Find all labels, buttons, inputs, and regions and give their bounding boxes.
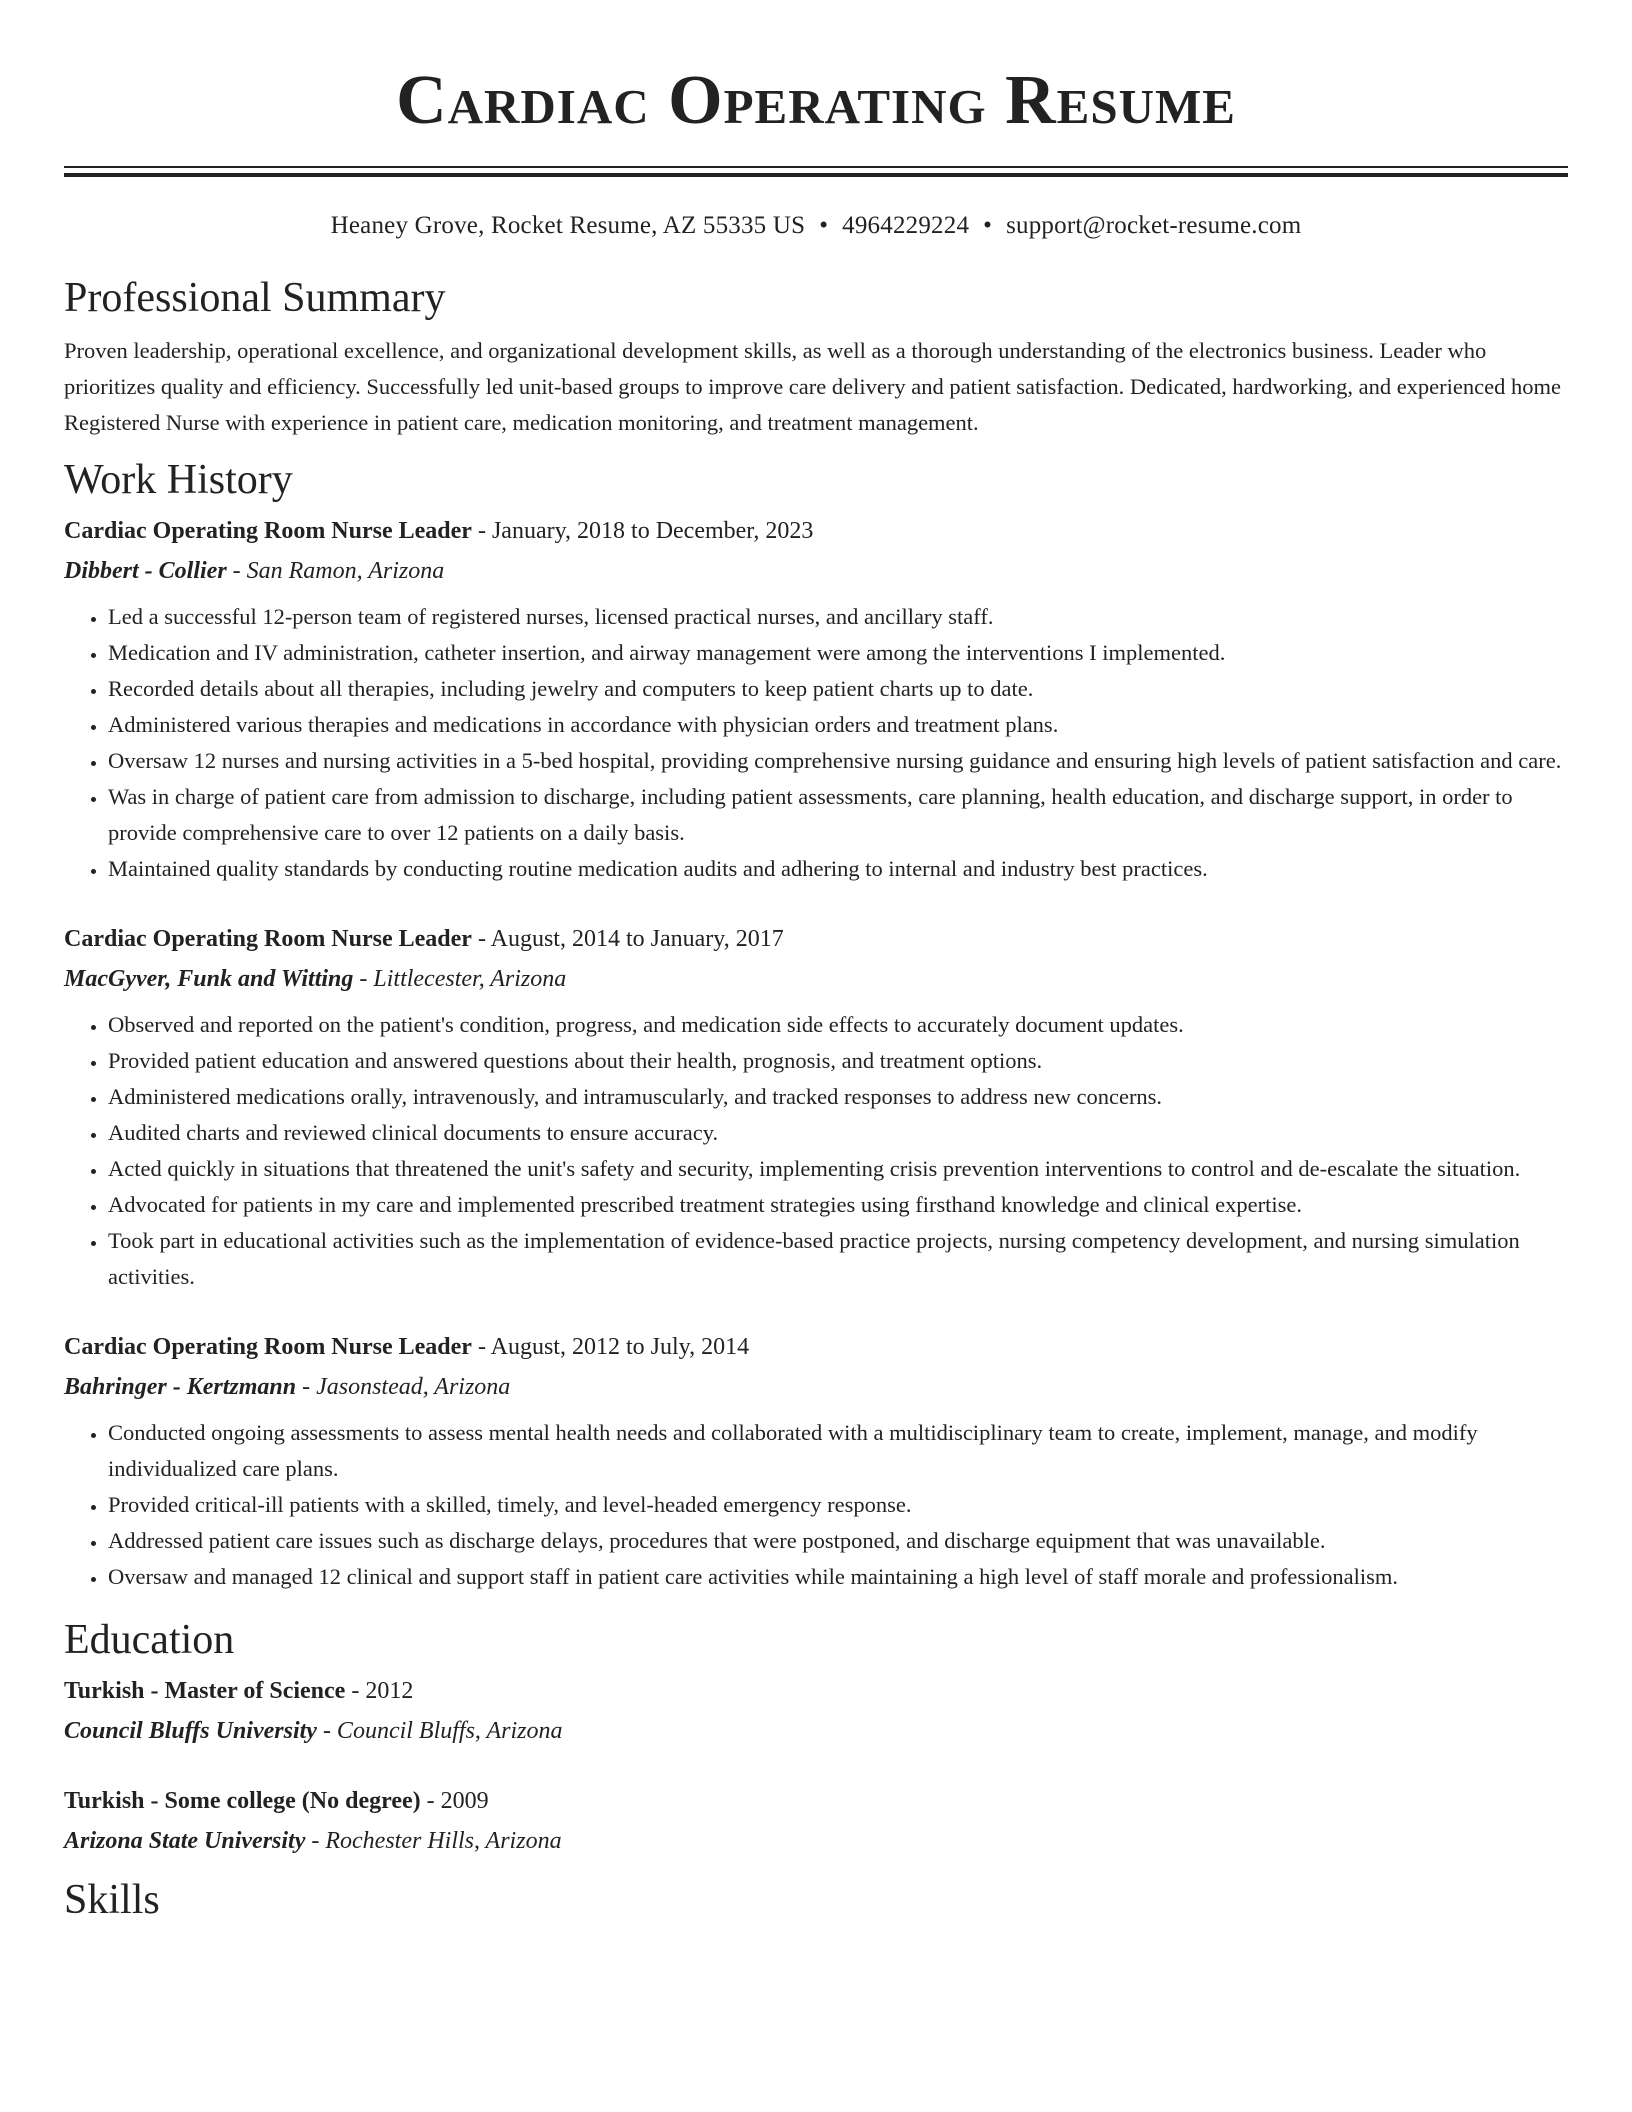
job-title: Cardiac Operating Room Nurse Leader: [64, 518, 472, 544]
list-item: • Took part in educational activities such as the implementation of evidence-based practice projects, nursing competency development, and nursing simulation activities.: [108, 1223, 1568, 1295]
education-degree-line: [64, 1781, 1568, 1821]
job-entry: [64, 1327, 1568, 1595]
job-employer-line: [64, 1367, 1568, 1407]
skills-heading: Skills: [64, 1877, 160, 1923]
job-dates: - August, 2014 to January, 2017: [471, 926, 784, 952]
list-item: • Oversaw and managed 12 clinical and support staff in patient care activities while maintaining a high level of staff morale and professionalism.: [108, 1559, 1568, 1595]
education-degree: Turkish - Some college (No degree): [64, 1788, 421, 1814]
list-item: • Medication and IV administration, catheter insertion, and airway management were among the interventions I implemented.: [108, 635, 1568, 671]
contact-line: [64, 209, 1568, 243]
list-item: • Acted quickly in situations that threatened the unit's safety and security, implementing crisis prevention interventions to control and de-escalate the situation.: [108, 1151, 1568, 1187]
list-item: • Administered medications orally, intravenously, and intramuscularly, and tracked responses to address new concerns.: [108, 1079, 1568, 1115]
job-title: Cardiac Operating Room Nurse Leader: [64, 926, 472, 952]
job-title-line: [64, 511, 1568, 551]
contact-separator: •: [819, 212, 829, 239]
job-employer: MacGyver, Funk and Witting: [64, 966, 354, 992]
contact-address: Heaney Grove, Rocket Resume, AZ 55335 US: [330, 212, 806, 239]
title-rule-thin: [64, 166, 1568, 168]
education-entry: [64, 1781, 1568, 1861]
list-item: • Recorded details about all therapies, including jewelry and computers to keep patient charts up to date.: [108, 671, 1568, 707]
education-degree-line: [64, 1671, 1568, 1711]
list-item: • Provided critical-ill patients with a skilled, timely, and level-headed emergency response.: [108, 1487, 1568, 1523]
education-location: - Council Bluffs, Arizona: [316, 1718, 563, 1744]
job-location: - Jasonstead, Arizona: [296, 1374, 511, 1400]
work-history-heading: Work History: [64, 457, 293, 503]
list-item: • Maintained quality standards by conducting routine medication audits and adhering to internal and industry best practices.: [108, 851, 1568, 887]
job-entry: [64, 919, 1568, 1295]
education-school: Council Bluffs University: [64, 1718, 317, 1744]
contact-email: support@rocket-resume.com: [1006, 212, 1302, 239]
resume-page: [64, 0, 1568, 1925]
title-rule-thick: [64, 173, 1568, 177]
contact-phone: 4964229224: [842, 212, 970, 239]
job-duties-list: [64, 1415, 1568, 1595]
job-dates: - August, 2012 to July, 2014: [471, 1334, 750, 1360]
job-title-line: [64, 1327, 1568, 1367]
list-item: • Oversaw 12 nurses and nursing activities in a 5-bed hospital, providing comprehensive nursing guidance and ensuring high levels of patient satisfaction and care.: [108, 743, 1568, 779]
job-employer: Bahringer - Kertzmann: [64, 1374, 297, 1400]
job-location: - San Ramon, Arizona: [226, 558, 445, 584]
summary-heading: Professional Summary: [64, 275, 446, 321]
summary-text: Proven leadership, operational excellence, and organizational development skills, as well as a thorough understanding of the electronics business. Leader who prioritizes quality and efficiency. Successfully led unit-based groups to improve care delivery and patient satisfaction. Dedicated, hardworking, and experienced home Registered Nurse with experience in patient care, medication monitoring, and treatment management.: [64, 338, 1561, 435]
list-item: • Observed and reported on the patient's condition, progress, and medication side effects to accurately document updates.: [108, 1007, 1568, 1043]
job-title: Cardiac Operating Room Nurse Leader: [64, 1334, 472, 1360]
job-employer: Dibbert - Collier: [64, 558, 227, 584]
list-item: • Led a successful 12-person team of registered nurses, licensed practical nurses, and ancillary staff.: [108, 599, 1568, 635]
education-school: Arizona State University: [64, 1828, 306, 1854]
list-item: • Was in charge of patient care from admission to discharge, including patient assessments, care planning, health education, and discharge support, in order to provide comprehensive care to over 12 patients on a daily basis.: [108, 779, 1568, 851]
list-item: • Advocated for patients in my care and implemented prescribed treatment strategies using firsthand knowledge and clinical expertise.: [108, 1187, 1568, 1223]
job-employer-line: [64, 959, 1568, 999]
job-title-line: [64, 919, 1568, 959]
education-year: - 2012: [345, 1678, 414, 1704]
education-school-line: [64, 1821, 1568, 1861]
education-year: - 2009: [420, 1788, 489, 1814]
education-heading: Education: [64, 1617, 235, 1663]
job-employer-line: [64, 551, 1568, 591]
education-location: - Rochester Hills, Arizona: [305, 1828, 562, 1854]
list-item: • Addressed patient care issues such as discharge delays, procedures that were postponed, and discharge equipment that was unavailable.: [108, 1523, 1568, 1559]
list-item: • Provided patient education and answered questions about their health, prognosis, and treatment options.: [108, 1043, 1568, 1079]
resume-title: Cardiac Operating Resume: [396, 62, 1236, 139]
job-duties-list: [64, 1007, 1568, 1295]
contact-separator: •: [983, 212, 993, 239]
list-item: • Administered various therapies and medications in accordance with physician orders and treatment plans.: [108, 707, 1568, 743]
education-entry: [64, 1671, 1568, 1751]
job-location: - Littlecester, Arizona: [353, 966, 567, 992]
job-duties-list: [64, 599, 1568, 887]
list-item: • Audited charts and reviewed clinical documents to ensure accuracy.: [108, 1115, 1568, 1151]
education-degree: Turkish - Master of Science: [64, 1678, 346, 1704]
job-dates: - January, 2018 to December, 2023: [471, 518, 814, 544]
education-school-line: [64, 1711, 1568, 1751]
list-item: • Conducted ongoing assessments to assess mental health needs and collaborated with a multidisciplinary team to create, implement, manage, and modify individualized care plans.: [108, 1415, 1568, 1487]
job-entry: [64, 511, 1568, 887]
